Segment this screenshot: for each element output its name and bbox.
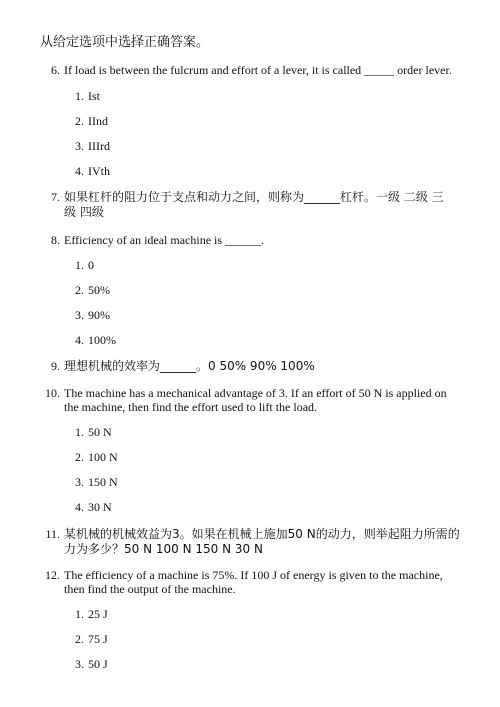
question-6 <box>51 63 464 77</box>
option-8-2 <box>75 283 110 297</box>
question-text: The machine has a mechanical advantage of 3. If an effort of 50 N is applied on the machine, then find the effort used to lift the load. <box>64 386 447 414</box>
question-text: 如果杠杆的阻力位于支点和动力之间，则称为______杠杆。一级 二级 三级 四级 <box>64 190 444 219</box>
option-number: 3. <box>75 475 84 489</box>
question-text: 某机械的机械效益为3。如果在机械上施加50 N的动力，则举起阻力所需的力为多少？50 N 100 N 150 N 30 N <box>64 527 460 556</box>
option-number: 3. <box>75 308 84 322</box>
option-number: 1. <box>75 258 84 272</box>
option-6-4 <box>75 164 110 178</box>
option-text: IInd <box>88 114 108 128</box>
question-12 <box>45 568 464 596</box>
option-text: 25 J <box>88 607 108 621</box>
option-number: 2. <box>75 632 84 646</box>
option-text: 90% <box>88 308 110 322</box>
question-text: If load is between the fulcrum and effort of a lever, it is called _____ order lever. <box>64 63 452 77</box>
option-10-3 <box>75 475 118 489</box>
option-text: 50 J <box>88 657 108 671</box>
option-8-3 <box>75 308 110 322</box>
option-number: 2. <box>75 283 84 297</box>
option-6-1 <box>75 89 100 103</box>
option-number: 1. <box>75 425 84 439</box>
option-number: 4. <box>75 500 84 514</box>
question-11 <box>45 527 464 557</box>
option-text: 75 J <box>88 632 108 646</box>
question-number: 6. <box>51 63 60 77</box>
question-number: 12. <box>45 568 60 582</box>
question-number: 9. <box>51 359 60 373</box>
option-12-3 <box>75 657 108 671</box>
option-6-3 <box>75 139 110 153</box>
option-text: 50 N <box>88 425 112 439</box>
option-10-2 <box>75 450 118 464</box>
question-text: Efficiency of an ideal machine is ______. <box>64 233 265 247</box>
option-text: 100% <box>88 333 116 347</box>
option-text: Ist <box>88 89 100 103</box>
question-9 <box>51 359 464 374</box>
question-number: 7. <box>51 190 60 204</box>
question-number: 10. <box>45 386 60 400</box>
question-number: 8. <box>51 233 60 247</box>
question-text: 理想机械的效率为______。0 50% 90% 100% <box>64 359 315 373</box>
option-number: 4. <box>75 164 84 178</box>
option-number: 2. <box>75 114 84 128</box>
option-text: 50% <box>88 283 110 297</box>
question-8 <box>51 233 464 247</box>
option-10-4 <box>75 500 112 514</box>
option-number: 2. <box>75 450 84 464</box>
question-text: The efficiency of a machine is 75%. If 100 J of energy is given to the machine, then find the output of the machine. <box>64 568 443 596</box>
option-text: 100 N <box>88 450 118 464</box>
option-text: IVth <box>88 164 110 178</box>
option-8-1 <box>75 258 94 272</box>
option-6-2 <box>75 114 108 128</box>
option-8-4 <box>75 333 116 347</box>
option-text: 30 N <box>88 500 112 514</box>
question-10 <box>45 386 464 414</box>
option-number: 3. <box>75 657 84 671</box>
option-text: 0 <box>88 258 94 272</box>
option-text: IIIrd <box>88 139 110 153</box>
option-text: 150 N <box>88 475 118 489</box>
option-number: 4. <box>75 333 84 347</box>
option-10-1 <box>75 425 112 439</box>
question-number: 11. <box>45 527 60 541</box>
option-number: 3. <box>75 139 84 153</box>
option-number: 1. <box>75 89 84 103</box>
option-12-2 <box>75 632 108 646</box>
instruction-text: 从给定选项中选择正确答案。 <box>40 35 210 50</box>
option-number: 1. <box>75 607 84 621</box>
question-7 <box>51 190 454 220</box>
option-12-1 <box>75 607 108 621</box>
